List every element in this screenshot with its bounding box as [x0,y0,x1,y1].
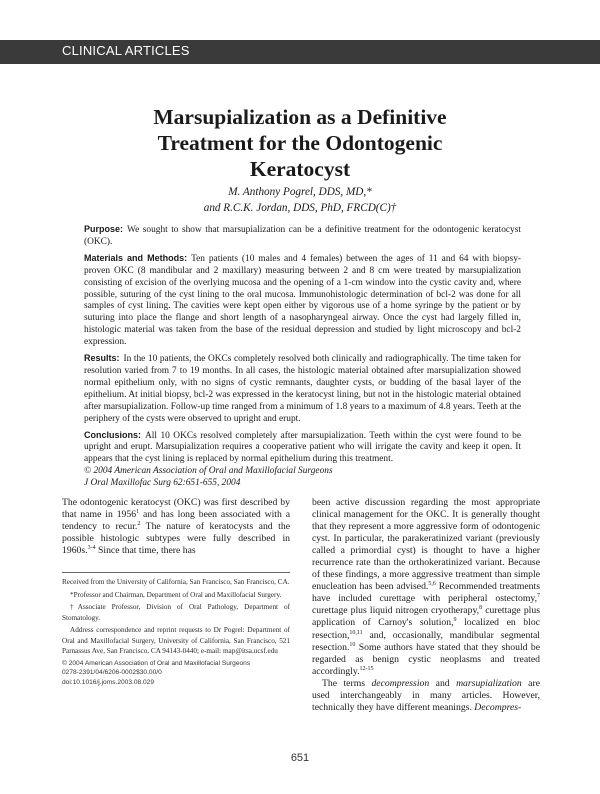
abstract-results [84,353,521,425]
reference-mark: 1 [136,508,140,515]
title-line: Treatment for the Odontogenic [157,131,443,155]
footnote-author-1: *Professor and Chairman, Department of Oral and Maxillofacial Surgery. [70,590,282,599]
article-title [60,104,540,182]
abstract-copyright: © 2004 American Association of Oral and Maxillofacial Surgeons [84,466,333,477]
body-text: The nature of keratocysts and the possible histologic subtypes were fully described in 1960s. [62,521,290,557]
footnote-issn: 0278-2391/04/6206-0002$30.00/0 [62,669,162,677]
abstract-results-text: In the 10 patients, the OKCs completely resolved both clinically and radiographically. The time taken for resolution varied from 7 to 19 months. In all cases, the histologic material obtained after marsupialization showed normal epithelium only, with no signs of cystic remnants, daughter cysts, or budding of the basal layer of the epithelium. At initial biopsy, bcl-2 was expressed in the keratocyst lining, but not in the histologic material obtained after marsupialization. Follow-up time ranged from a minimum of 1.8 years to a maximum of 4.8 years. Teeth at the periphery of the cysts were observed to upright and erupt. [84,354,521,424]
reference-mark: 12-15 [359,665,374,672]
body-paragraph [312,497,540,678]
abstract-methods-text: Ten patients (10 males and 4 females) between the ages of 11 and 64 with biopsy-proven OKC (8 mandibular and 2 maxillary) measuring between 2 and 8 cm were treated by marsupialization consisting of excision of the overlying mucosa and the opening of a 1-cm window into the cystic cavity and, where possible, suturing of the cyst lining to the oral mucosa. Immunohistologic determination of bcl-2 was done for all samples of cyst lining. The cavities were kept open either by vigorous use of a home syringe by the patient or by suturing into place the flange and short length of a nasopharyngeal airway. Once the cyst had largely filled in, histologic material was taken from the base of the residual depression and studied by light microscopy and bcl-2 expression. [84,253,521,348]
reference-mark: 3-4 [87,544,96,551]
body-text: are used interchangeably in many articles. However, technically they have different meanings. [312,677,540,713]
body-column-right [312,497,540,714]
body-text: Some authors have stated that they should be regarded as benign cystic neoplasms and treated accordingly. [312,641,540,677]
abstract-purpose [84,224,521,249]
footnote-address: Address correspondence and reprint requests to Dr Pogrel: Department of Oral and Maxillofacial Surgery, University of California, San Francisco, 521 Parnassus Ave, San Francisco, CA 94143-0440; e-mail: map@itsa.ucsf.edu [62,626,290,655]
abstract-methods [84,253,521,349]
abstract-purpose-text: We sought to show that marsupialization can be a definitive treatment for the odontogenic keratocyst (OKC). [84,225,521,247]
body-text: curettage plus liquid nitrogen cryotherapy, [312,605,480,617]
footnote-author-2: †Associate Professor, Division of Oral Pathology, Department of Stomatology. [62,603,290,622]
reference-mark: 2 [137,520,141,527]
footnote-doi: doi:10.1016/j.joms.2003.08.029 [62,678,155,686]
body-paragraph [62,497,290,557]
term-emphasis: marsupialization [456,677,522,689]
body-text: and, occasionally, mandibular segmental resection. [312,629,540,653]
abstract-methods-label: Materials and Methods: [84,252,188,263]
abstract-conclusions-text: All 10 OKCs resolved completely after marsupialization. Teeth within the cyst were found to be upright and erupt. Marsupialization requires a cooperative patient who will irrigate the cavity and keep it open. It appears that the cyst lining is replaced by normal epithelium during this treatment. [84,430,521,465]
title-line: Marsupialization as a Definitive [153,105,447,129]
section-label: CLINICAL ARTICLES [62,43,190,58]
reference-mark: 10,11 [349,629,363,636]
body-text: The terms [322,677,372,689]
reference-mark: 5,6 [428,581,436,588]
author-line: and R.C.K. Jordan, DDS, PhD, FRCD(C)† [203,202,397,214]
abstract-citation: J Oral Maxillofac Surg 62:651-655, 2004 [84,478,241,489]
footnotes [62,577,290,687]
abstract [84,224,521,490]
reference-mark: 9 [453,617,457,624]
abstract-results-label: Results: [84,353,120,364]
body-text: and [429,677,457,689]
body-text: localized en bloc resection, [312,617,540,641]
body-text: Recommended treatments have included curettage with peripheral ostectomy, [312,581,540,605]
abstract-conclusions-label: Conclusions: [84,429,142,440]
abstract-purpose-label: Purpose: [84,224,124,234]
abstract-conclusions [84,430,521,467]
footnote-divider [62,572,290,573]
reference-mark: 8 [479,605,483,612]
body-paragraph [312,678,540,714]
footnote-received: Received from the University of California, San Francisco, San Francisco, CA. [62,578,290,586]
body-text: Since that time, there has [95,545,196,557]
reference-mark: 10 [349,641,356,648]
body-text: The odontogenic keratocyst (OKC) was first described by that name in 1956 [62,497,290,521]
title-line: Keratocyst [249,157,351,181]
page-number: 651 [290,752,310,764]
body-text: and has long been associated with a tendency to recur. [62,509,291,533]
footnote-copyright: © 2004 American Association of Oral and Maxillofacial Surgeons [62,659,251,667]
body-text: curettage plus application of Carnoy's solution, [312,605,540,629]
author-block [60,184,540,216]
author-line: M. Anthony Pogrel, DDS, MD,* [228,186,372,198]
reference-mark: 7 [537,593,540,600]
section-band [0,40,600,64]
body-text: been active discussion regarding the most appropriate clinical management for the OKC. It is generally thought that they represent a more aggressive form of odontogenic cyst. In particular, the parakeratinized variant (previously called a primordial cyst) is thought to have a higher recurrence rate than the orthokeratinized variant. Because of these findings, a more aggressive treatment than simple enucleation has been advised. [312,497,540,593]
term-emphasis: decompression [371,677,430,689]
term-emphasis: Decompres- [474,701,522,713]
body-column-left [62,497,290,557]
